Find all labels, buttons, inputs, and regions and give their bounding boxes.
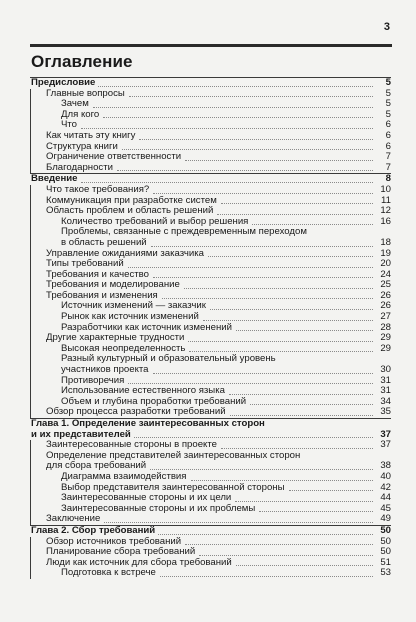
toc-entry-page: 5: [385, 77, 391, 88]
dot-leader: [153, 192, 373, 194]
dot-leader: [158, 533, 373, 535]
toc-entry-title: Подготовка к встрече: [61, 567, 156, 579]
dot-leader: [289, 489, 373, 491]
toc-entry-page: 26: [380, 300, 391, 312]
dot-leader: [191, 479, 374, 481]
toc-entry-title: Благодарности: [46, 161, 113, 173]
toc-entry-page: 29: [380, 332, 391, 344]
toc-entry-page: 28: [380, 321, 391, 333]
toc-entry-title: Для кого: [61, 108, 100, 120]
toc-entry-title: Заинтересованные стороны и их цели: [61, 492, 232, 504]
top-rule: [30, 44, 392, 47]
toc-entry: [30, 131, 391, 142]
dot-leader: [134, 436, 373, 438]
toc-entry-title: Разный культурный и образовательный уровень: [61, 353, 276, 365]
toc-entry: [30, 238, 391, 249]
toc-entry-title: Зачем: [61, 98, 89, 110]
toc-entry: [30, 163, 391, 174]
toc-entry-title: Глава 2. Сбор требований: [31, 524, 156, 536]
toc-entry: [30, 514, 391, 525]
dot-leader: [129, 95, 373, 97]
toc-entry-title: Диаграмма взаимодействия: [61, 470, 187, 482]
toc-entry-title: Источник изменений — заказчик: [61, 300, 206, 312]
dot-leader: [252, 223, 373, 225]
dot-leader: [184, 287, 373, 289]
toc-entry-page: 7: [385, 161, 391, 173]
toc-entry: [30, 77, 391, 89]
toc-entry-title: Выбор представителя заинтересованной стороны: [61, 481, 285, 493]
toc-entry-page: 6: [385, 119, 391, 131]
dot-leader: [162, 297, 373, 299]
toc-entry-page: 45: [380, 502, 391, 514]
toc-entry-title: Рынок как источник изменений: [61, 311, 199, 323]
toc-entry-page: 49: [380, 513, 391, 525]
toc-entry-title: Требования и моделирование: [46, 279, 180, 291]
toc-entry: [30, 525, 391, 537]
dot-leader: [236, 564, 373, 566]
toc-entry-page: 24: [380, 268, 391, 280]
toc-entry-title: участников проекта: [61, 364, 149, 376]
dot-leader: [93, 106, 373, 108]
dot-leader: [153, 372, 373, 374]
toc-entry-page: 5: [385, 87, 391, 99]
toc-entry-page: 6: [385, 129, 391, 141]
page-number: 3: [383, 21, 390, 33]
dot-leader: [208, 255, 373, 257]
table-of-contents: [30, 77, 391, 579]
dot-leader: [230, 414, 373, 416]
dot-leader: [221, 447, 373, 449]
toc-entry-title: Другие характерные трудности: [46, 332, 185, 344]
toc-entry-page: 27: [380, 311, 391, 323]
toc-entry-page: 37: [380, 428, 391, 440]
toc-entry-page: 12: [380, 205, 391, 217]
dot-leader: [103, 116, 373, 118]
toc-entry-title: Как читать эту книгу: [46, 129, 136, 141]
dot-leader: [203, 319, 373, 321]
dot-leader: [153, 276, 373, 278]
toc-entry-title: Заинтересованные стороны в проекте: [46, 439, 217, 451]
dot-leader: [104, 521, 373, 523]
toc-entry-title: Типы требований: [46, 258, 124, 270]
dot-leader: [235, 500, 373, 502]
toc-entry-page: 38: [380, 460, 391, 472]
dot-leader: [236, 329, 373, 331]
toc-entry-page: 5: [385, 98, 391, 110]
toc-entry-page: 37: [380, 439, 391, 451]
toc-entry-page: 26: [380, 289, 391, 301]
toc-entry-title: Количество требований и выбор решения: [61, 215, 249, 227]
toc-entry-page: 29: [380, 342, 391, 354]
toc-entry-page: 50: [380, 535, 391, 547]
toc-entry: [30, 110, 391, 121]
toc-entry-title: Введение: [31, 173, 78, 185]
toc-entry-title: Структура книги: [46, 140, 118, 152]
toc-entry-title: Глава 1. Определение заинтересованных сторон: [31, 418, 265, 429]
toc-entry-title: Что такое требования?: [46, 183, 150, 195]
toc-entry-page: 16: [380, 215, 391, 227]
toc-entry-page: 51: [380, 556, 391, 568]
toc-entry-title: Обзор источников требований: [46, 535, 182, 547]
toc-entry-page: 31: [380, 374, 391, 386]
dot-leader: [188, 340, 373, 342]
dot-leader: [217, 213, 373, 215]
dot-leader: [81, 127, 373, 129]
toc-entry-page: 50: [380, 546, 391, 558]
toc-entry-page: 20: [380, 258, 391, 270]
toc-entry-title: Область проблем и область решений: [46, 205, 214, 217]
dot-leader: [185, 159, 373, 161]
toc-entry-page: 6: [385, 140, 391, 152]
dot-leader: [128, 382, 373, 384]
toc-entry-title: Противоречия: [61, 374, 125, 386]
toc-entry-page: 44: [380, 492, 391, 504]
toc-entry-title: Планирование сбора требований: [46, 546, 196, 558]
dot-leader: [199, 554, 373, 556]
toc-entry-title: Требования и качество: [46, 268, 149, 280]
toc-entry-title: Люди как источник для сбора требований: [46, 556, 232, 568]
toc-entry-page: 31: [380, 385, 391, 397]
dot-leader: [250, 403, 373, 405]
dot-leader: [117, 169, 373, 171]
dot-leader: [221, 202, 373, 204]
dot-leader: [128, 266, 373, 268]
toc-entry-title: Обзор процесса разработки требований: [46, 406, 226, 418]
toc-entry-page: 53: [380, 567, 391, 579]
toc-entry-title: Что: [61, 119, 78, 131]
toc-entry-title: Управление ожиданиями заказчика: [46, 247, 204, 259]
toc-entry: [30, 418, 391, 430]
toc-entry-page: 11: [381, 194, 391, 206]
dot-leader: [160, 575, 373, 577]
toc-entry-page: 42: [380, 481, 391, 493]
toc-title: Оглавление: [31, 52, 133, 71]
dot-leader: [151, 245, 373, 247]
toc-entry: [30, 568, 391, 579]
dot-leader: [259, 510, 373, 512]
toc-entry: [30, 407, 391, 418]
toc-entry-title: Объем и глубина проработки требований: [61, 395, 247, 407]
dot-leader: [185, 543, 373, 545]
toc-entry: [30, 185, 391, 196]
toc-entry-title: Коммуникация при разработке систем: [46, 194, 217, 206]
toc-entry-page: 40: [380, 470, 391, 482]
dot-leader: [81, 181, 374, 183]
dot-leader: [189, 350, 373, 352]
toc-entry: [30, 472, 391, 483]
toc-entry-title: Заключение: [46, 513, 101, 525]
dot-leader: [150, 468, 373, 470]
dot-leader: [98, 85, 373, 87]
toc-entry-page: 34: [380, 395, 391, 407]
toc-entry-page: 5: [385, 108, 391, 120]
toc-entry-title: Разработчики как источник изменений: [61, 321, 233, 333]
dot-leader: [122, 148, 373, 150]
toc-entry-title: Высокая неопределенность: [61, 342, 186, 354]
toc-entry-title: в область решений: [61, 236, 147, 248]
toc-entry-page: 18: [380, 236, 391, 248]
toc-entry-title: и их представителей: [31, 428, 131, 440]
toc-entry-page: 30: [380, 364, 391, 376]
toc-entry-page: 50: [380, 524, 391, 536]
toc-entry-title: Требования и изменения: [46, 289, 158, 301]
toc-entry-title: Проблемы, связанные с преждевременным переходом: [61, 226, 307, 238]
toc-entry-page: 10: [380, 183, 391, 195]
dot-leader: [139, 138, 373, 140]
toc-entry-title: Предисловие: [31, 77, 96, 88]
toc-entry-title: Определение представителей заинтересованных сторон: [46, 449, 301, 461]
toc-entry-title: Главные вопросы: [46, 87, 125, 99]
toc-entry-title: для сбора требований: [46, 460, 147, 472]
toc-entry-title: Использование естественного языка: [61, 385, 225, 397]
toc-entry-page: 19: [380, 247, 391, 259]
toc-entry-page: 25: [380, 279, 391, 291]
dot-leader: [229, 393, 373, 395]
toc-entry-page: 35: [380, 406, 391, 418]
toc-entry-page: 8: [385, 173, 391, 185]
dot-leader: [210, 308, 373, 310]
toc-entry-page: 7: [385, 151, 391, 163]
toc-entry-title: Ограничение ответственности: [46, 151, 182, 163]
toc-entry-title: Заинтересованные стороны и их проблемы: [61, 502, 256, 514]
